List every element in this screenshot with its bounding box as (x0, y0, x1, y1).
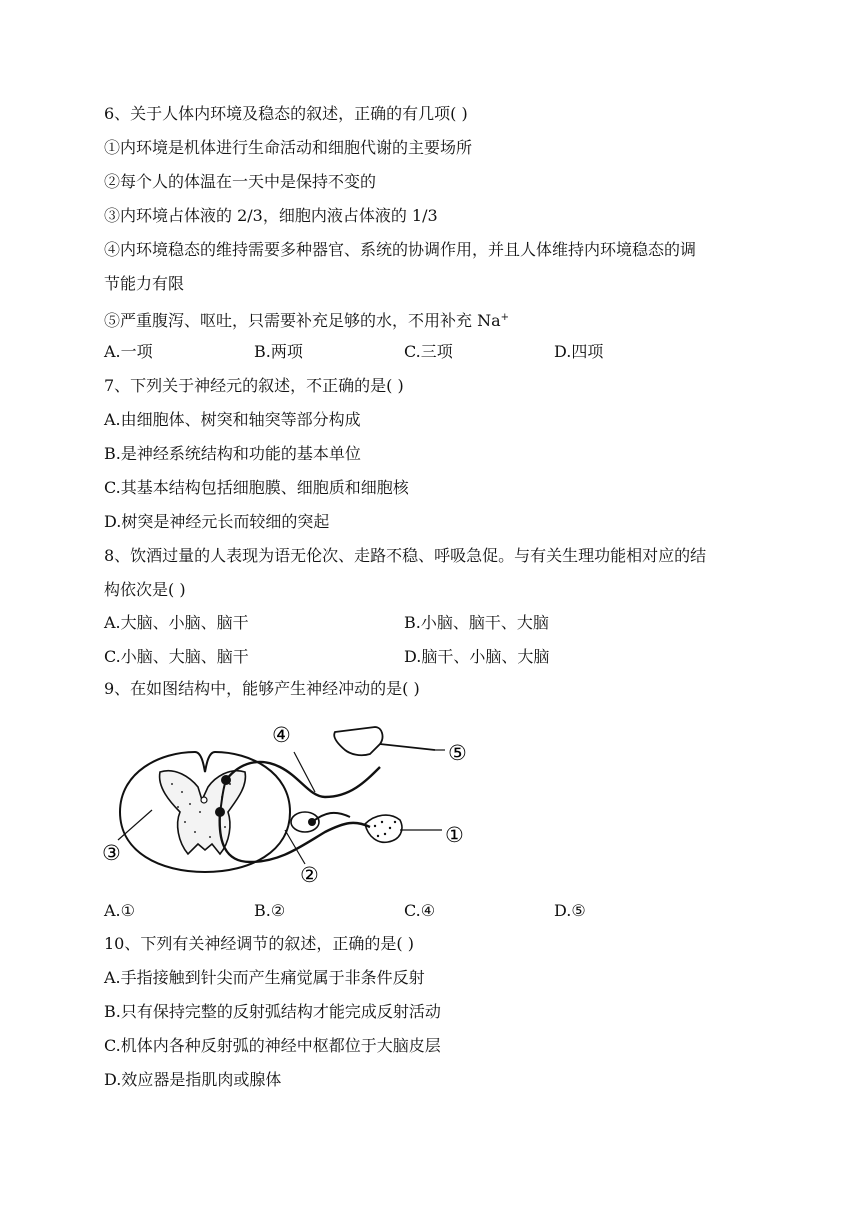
label-4: ④ (272, 723, 291, 747)
ganglion-fiber (312, 813, 350, 822)
q9-stem: 9、在如图结构中，能够产生神经冲动的是( ) (104, 679, 420, 698)
q6-item-5-text: ⑤严重腹泻、呕吐，只需要补充足够的水，不用补充 Na (104, 311, 501, 330)
q6-item-4-cont: 节能力有限 (104, 274, 185, 293)
central-canal (201, 797, 207, 803)
q9-option-c: C.④ (404, 901, 436, 920)
q7-option-b: B.是神经系统结构和功能的基本单位 (104, 444, 361, 463)
reflex-arc-diagram (100, 712, 490, 892)
q7-stem: 7、下列关于神经元的叙述，不正确的是( ) (104, 376, 404, 395)
q8-option-d: D.脑干、小脑、大脑 (404, 647, 550, 666)
q6-item-2: ②每个人的体温在一天中是保持不变的 (104, 172, 377, 191)
needle (380, 744, 435, 750)
q7-option-c: C.其基本结构包括细胞膜、细胞质和细胞核 (104, 478, 409, 497)
label-2: ② (300, 863, 319, 887)
q10-option-c: C.机体内各种反射弧的神经中枢都位于大脑皮层 (104, 1036, 441, 1055)
q8-stem-line2: 构依次是( ) (104, 580, 186, 599)
effector-muscle (365, 815, 402, 842)
reflex-arc-figure (100, 712, 490, 896)
q10-option-a: A.手指接触到针尖而产生痛觉属于非条件反射 (104, 968, 425, 987)
q8-option-b: B.小脑、脑干、大脑 (404, 613, 549, 632)
q6-item-5 (104, 308, 509, 331)
label-3: ③ (102, 841, 121, 865)
q6-item-1: ①内环境是机体进行生命活动和细胞代谢的主要场所 (104, 138, 473, 157)
q6-option-c: C.三项 (404, 342, 453, 361)
fingertip (334, 727, 382, 755)
q6-option-b: B.两项 (254, 342, 303, 361)
q8-stem-line1: 8、饮酒过量的人表现为语无伦次、走路不稳、呼吸急促。与有关生理功能相对应的结 (104, 546, 707, 565)
q6-option-d: D.四项 (554, 342, 604, 361)
q6-stem: 6、关于人体内环境及稳态的叙述，正确的有几项( ) (104, 104, 468, 123)
q6-item-4: ④内环境稳态的维持需要多种器官、系统的协调作用，并且人体维持内环境稳态的调 (104, 240, 697, 259)
na-superscript: + (500, 312, 510, 323)
q10-option-b: B.只有保持完整的反射弧结构才能完成反射活动 (104, 1002, 441, 1021)
q7-option-a: A.由细胞体、树突和轴突等部分构成 (104, 410, 361, 429)
q6-option-a: A.一项 (104, 342, 153, 361)
q9-option-a: A.① (104, 901, 135, 920)
q8-option-c: C.小脑、大脑、脑干 (104, 647, 249, 666)
leader-line-3 (118, 810, 152, 840)
label-5: ⑤ (448, 741, 467, 765)
label-1: ① (445, 823, 464, 847)
q9-option-b: B.② (254, 901, 286, 920)
afferent-nerve (226, 762, 380, 797)
efferent-nerve (220, 812, 370, 862)
q8-option-a: A.大脑、小脑、脑干 (104, 613, 249, 632)
q10-option-d: D.效应器是指肌肉或腺体 (104, 1070, 282, 1089)
q9-option-d: D.⑤ (554, 901, 586, 920)
q6-item-3: ③内环境占体液的 2/3，细胞内液占体液的 1/3 (104, 206, 438, 225)
q10-stem: 10、下列有关神经调节的叙述，正确的是( ) (104, 934, 414, 953)
q7-option-d: D.树突是神经元长而较细的突起 (104, 512, 330, 531)
